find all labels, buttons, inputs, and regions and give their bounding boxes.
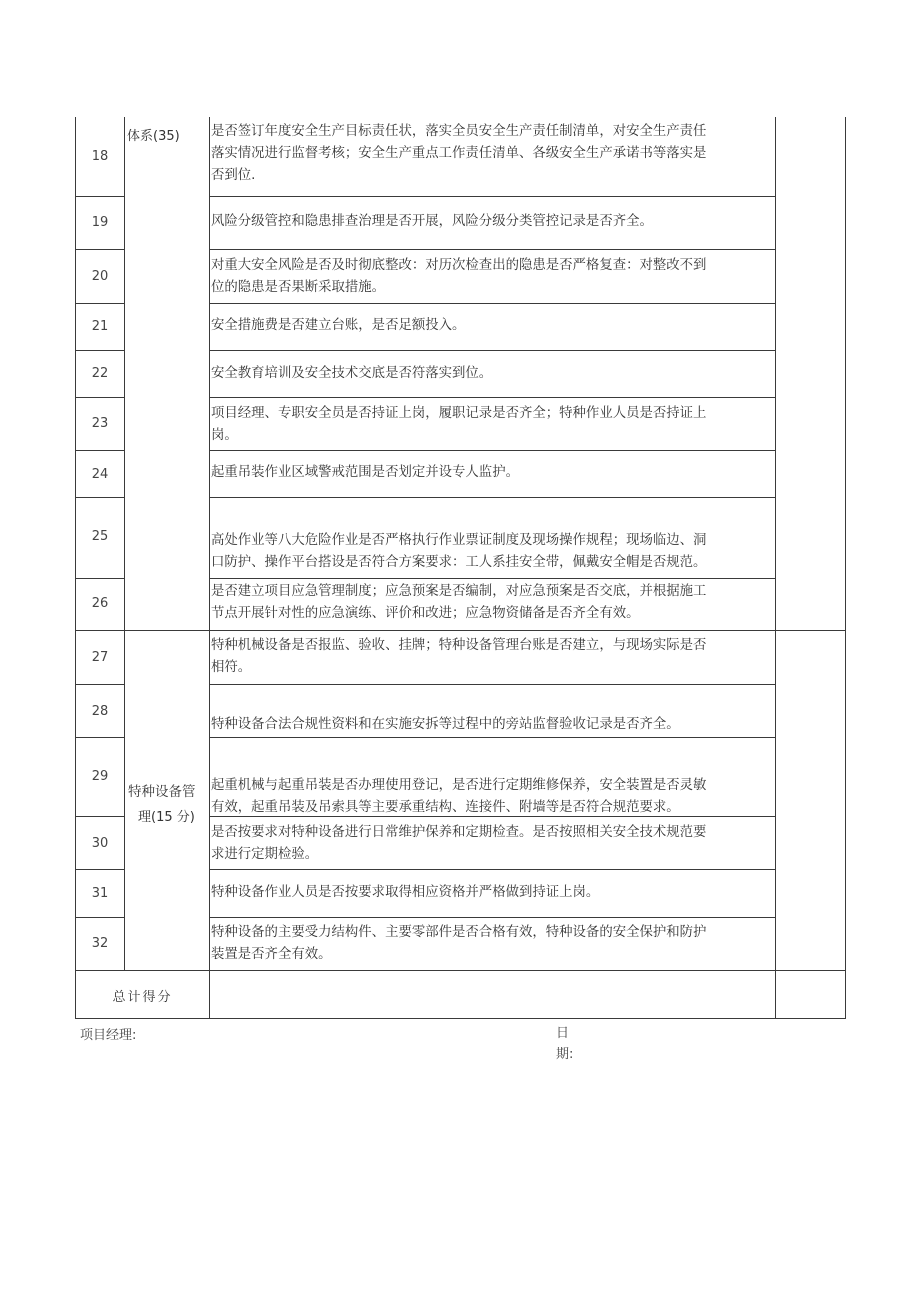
- row-content-27: [211, 635, 773, 679]
- row-number-20: 20: [91, 269, 109, 284]
- row-content-line: 落实情况进行监督考核；安全生产重点工作责任清单、各级安全生产承诺书等落实是: [211, 146, 707, 161]
- row-line-18-bottom-content: [209, 196, 776, 197]
- row-content-22: [211, 363, 773, 385]
- row-number-24: 24: [91, 467, 109, 482]
- row-line-28-bottom-num: [75, 737, 125, 738]
- row-number-27: 27: [91, 650, 109, 665]
- row-content-line: 位的隐患是否果断采取措施。: [211, 280, 386, 295]
- row-line-19-bottom-content: [209, 249, 776, 250]
- category-special-equipment-line2: 理(15 分): [138, 810, 195, 825]
- table-border-left: [75, 117, 76, 1018]
- row-number-28: 28: [91, 704, 109, 719]
- row-content-line: 特种设备作业人员是否按要求取得相应资格并严格做到持证上岗。: [211, 885, 600, 900]
- row-content-line: 岗。: [211, 428, 238, 443]
- row-line-24-bottom-num: [75, 497, 125, 498]
- row-content-line: 否到位.: [211, 168, 256, 183]
- date-label-line2: 期:: [556, 1047, 574, 1062]
- row-number-29: 29: [91, 769, 109, 784]
- row-line-19-bottom-num: [75, 249, 125, 250]
- category-system-label: 体系(35): [127, 129, 180, 144]
- row-line-20-bottom-content: [209, 303, 776, 304]
- table-border-bottom: [75, 1018, 846, 1019]
- row-content-line: 特种设备的主要受力结构件、主要零部件是否合格有效，特种设备的安全保护和防护: [211, 925, 707, 940]
- row-content-24: [211, 462, 773, 484]
- row-content-line: 求进行定期检验。: [211, 847, 319, 862]
- row-content-line: 风险分级管控和隐患排查治理是否开展，风险分级分类管控记录是否齐全。: [211, 214, 653, 229]
- row-content-23: [211, 403, 773, 447]
- row-number-18: 18: [91, 149, 109, 164]
- row-content-19: [211, 211, 773, 233]
- row-content-32: [211, 922, 773, 966]
- row-number-31: 31: [91, 886, 109, 901]
- row-content-line: 有效，起重吊装及吊索具等主要承重结构、连接件、附墙等是否符合规范要求。: [211, 800, 680, 815]
- row-number-26: 26: [91, 596, 109, 611]
- row-line-21-bottom-num: [75, 350, 125, 351]
- total-score-value-cell[interactable]: [210, 971, 775, 1018]
- row-content-line: 起重吊装作业区域警戒范围是否划定并设专人监护。: [211, 465, 519, 480]
- row-content-28: [211, 714, 773, 736]
- row-line-27-bottom-content: [209, 684, 776, 685]
- row-content-line: 高处作业等八大危险作业是否严格执行作业票证制度及现场操作规程；现场临边、洞: [211, 533, 707, 548]
- column-divider-content: [775, 117, 776, 1018]
- row-content-line: 是否签订年度安全生产目标责任状，落实全员安全生产责任制清单，对安全生产责任: [211, 124, 707, 139]
- row-number-25: 25: [91, 529, 109, 544]
- row-number-30: 30: [91, 836, 109, 851]
- row-content-line: 口防护、操作平台搭设是否符合方案要求：工人系挂安全带，佩戴安全帽是否规范。: [211, 555, 707, 570]
- column-divider-category: [209, 117, 210, 1018]
- row-content-line: 节点开展针对性的应急演练、评价和改进；应急物资储备是否齐全有效。: [211, 606, 640, 621]
- row-line-30-bottom-num: [75, 869, 125, 870]
- section-divider-line: [75, 630, 846, 631]
- row-content-30: [211, 822, 773, 866]
- row-number-21: 21: [91, 319, 109, 334]
- row-content-29: [211, 775, 773, 819]
- row-number-19: 19: [91, 215, 109, 230]
- row-number-23: 23: [91, 416, 109, 431]
- total-score-extra-cell[interactable]: [776, 971, 845, 1018]
- row-number-22: 22: [91, 366, 109, 381]
- row-line-30-bottom-content: [209, 869, 776, 870]
- row-line-25-bottom-num: [75, 578, 125, 579]
- row-content-line: 安全措施费是否建立台账，是否足额投入。: [211, 318, 466, 333]
- row-content-line: 特种设备合法合规性资料和在实施安拆等过程中的旁站监督验收记录是否齐全。: [211, 717, 680, 732]
- row-line-31-bottom-content: [209, 917, 776, 918]
- row-content-26: [211, 581, 773, 625]
- row-line-21-bottom-content: [209, 350, 776, 351]
- table-border-right: [845, 117, 846, 1018]
- row-content-line: 安全教育培训及安全技术交底是否符落实到位。: [211, 366, 493, 381]
- date-label-line1: 日: [556, 1026, 570, 1041]
- row-number-32: 32: [91, 936, 109, 951]
- row-content-line: 相符。: [211, 660, 252, 675]
- row-content-line: 是否建立项目应急管理制度；应急预案是否编制，对应急预案是否交底，并根据施工: [211, 584, 707, 599]
- row-content-20: [211, 255, 773, 299]
- row-line-24-bottom-content: [209, 497, 776, 498]
- row-line-23-bottom-content: [209, 450, 776, 451]
- project-manager-label: 项目经理:: [80, 1028, 137, 1043]
- row-content-line: 起重机械与起重吊装是否办理使用登记，是否进行定期维修保养，安全装置是否灵敏: [211, 778, 707, 793]
- row-line-23-bottom-num: [75, 450, 125, 451]
- row-line-31-bottom-num: [75, 917, 125, 918]
- row-content-line: 是否按要求对特种设备进行日常维护保养和定期检查。是否按照相关安全技术规范要: [211, 825, 707, 840]
- row-content-line: 对重大安全风险是否及时彻底整改：对历次检查出的隐患是否严格复查：对整改不到: [211, 258, 707, 273]
- row-line-22-bottom-num: [75, 397, 125, 398]
- row-line-27-bottom-num: [75, 684, 125, 685]
- row-line-20-bottom-num: [75, 303, 125, 304]
- row-line-29-bottom-num: [75, 816, 125, 817]
- row-content-31: [211, 882, 773, 904]
- row-line-22-bottom-content: [209, 397, 776, 398]
- row-content-line: 特种机械设备是否报监、验收、挂牌；特种设备管理台账是否建立，与现场实际是否: [211, 638, 707, 653]
- category-special-equipment-line1: 特种设备管: [128, 784, 196, 800]
- row-line-25-bottom-content: [209, 578, 776, 579]
- row-content-line: 装置是否齐全有效。: [211, 947, 332, 962]
- row-content-21: [211, 315, 773, 337]
- total-score-label: 总计得分: [112, 990, 173, 1005]
- row-content-18: [211, 121, 773, 187]
- row-line-18-bottom-num: [75, 196, 125, 197]
- column-divider-number: [124, 117, 125, 970]
- row-content-line: 项目经理、专职安全员是否持证上岗，履职记录是否齐全；特种作业人员是否持证上: [211, 406, 707, 421]
- row-line-28-bottom-content: [209, 737, 776, 738]
- row-content-25: [211, 530, 773, 574]
